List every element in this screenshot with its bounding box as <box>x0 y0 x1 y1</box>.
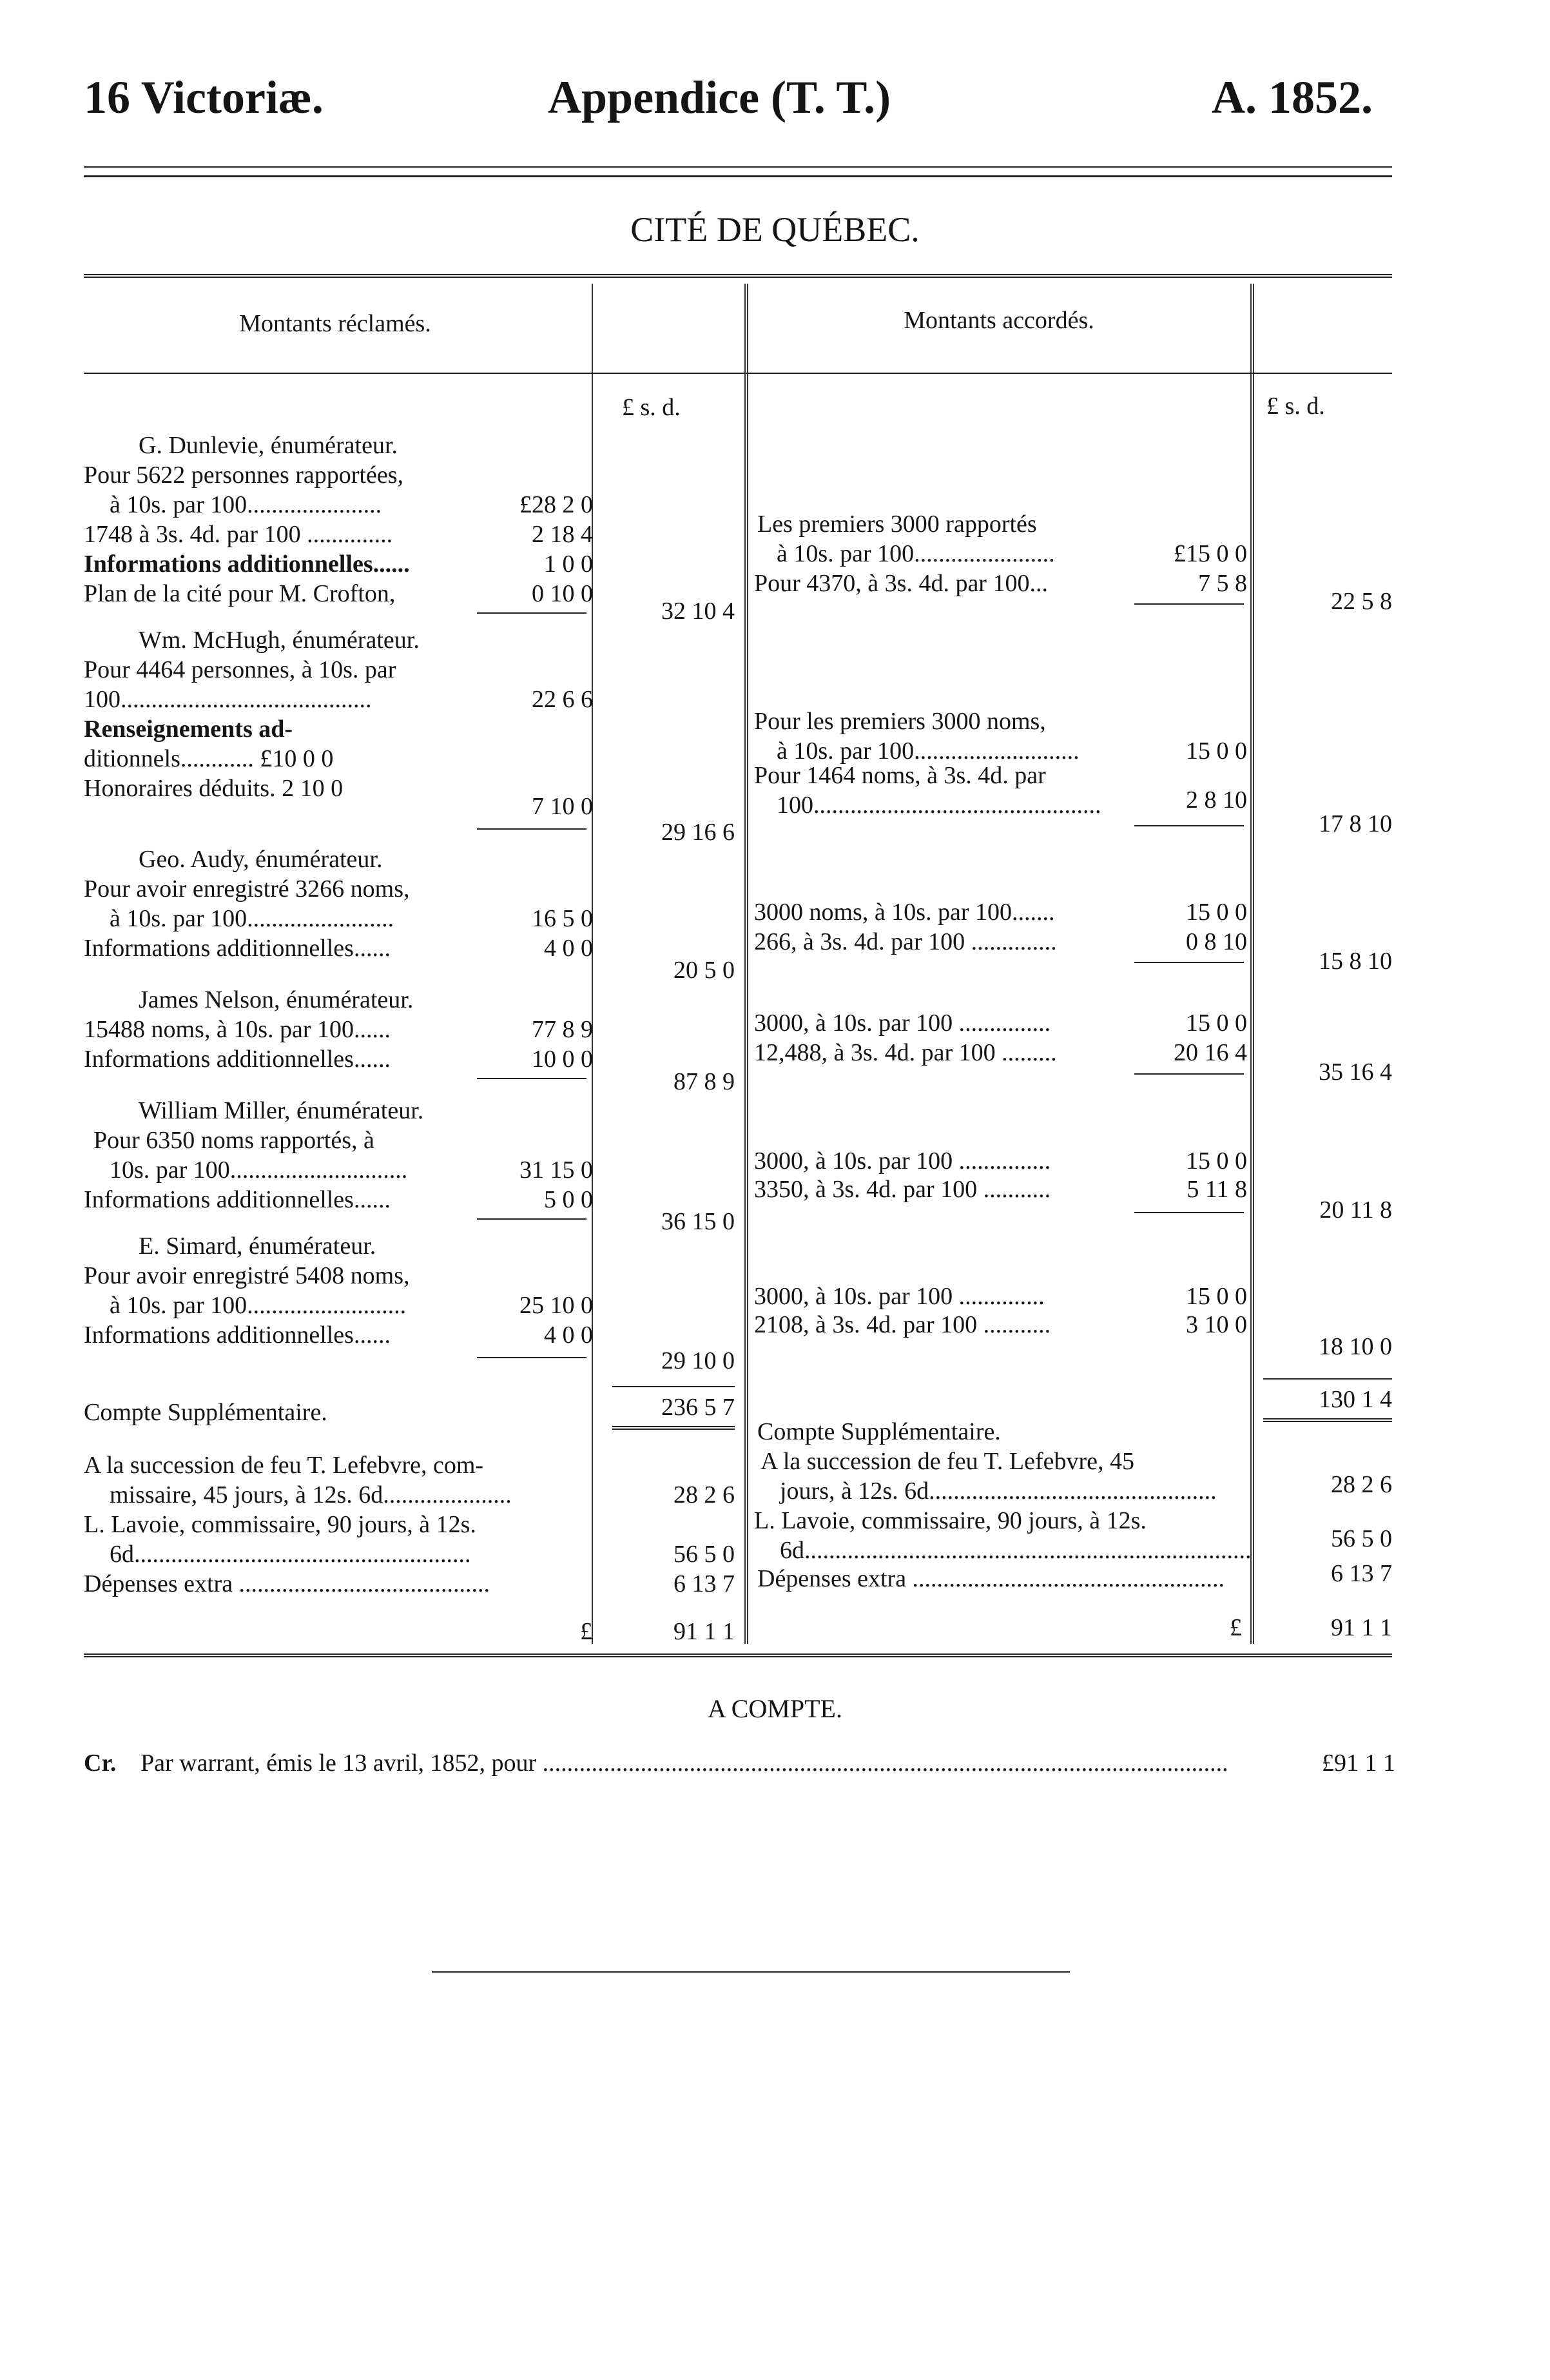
granted-audy-total: 15 8 10 <box>1319 948 1392 975</box>
sep-middle <box>744 284 748 1644</box>
claimed-dunlevie-total: 32 10 4 <box>661 598 735 625</box>
granted-simard-line1: 3000, à 10s. par 100 .............. <box>754 1283 1045 1310</box>
table-bottom-rule <box>84 1653 1392 1657</box>
claimed-nelson-line1: 15488 noms, à 10s. par 100...... <box>84 1016 391 1043</box>
granted-supp1-a: A la succession de feu T. Lefebvre, 45 <box>760 1448 1135 1475</box>
page-title: CITÉ DE QUÉBEC. <box>630 210 920 249</box>
header-year: A. 1852. <box>1212 72 1373 123</box>
claimed-simard-value2: 25 10 0 <box>519 1292 593 1319</box>
claimed-dunlevie-line5: Plan de la cité pour M. Crofton, <box>84 580 396 607</box>
granted-nelson-value2: 20 16 4 <box>1174 1039 1247 1066</box>
granted-mchugh-value2: 15 0 0 <box>1186 737 1247 765</box>
granted-grand-rule <box>1263 1378 1392 1380</box>
claimed-mchugh-line3: Renseignements ad- <box>84 716 293 743</box>
claimed-miller-rule <box>477 1218 586 1220</box>
granted-nelson-value1: 15 0 0 <box>1186 1010 1247 1037</box>
granted-nelson-total: 35 16 4 <box>1319 1058 1392 1086</box>
granted-audy-rule <box>1134 962 1244 963</box>
account-amount: £91 1 1 <box>1322 1750 1395 1777</box>
granted-supp2-a: L. Lavoie, commissaire, 90 jours, à 12s. <box>754 1507 1147 1534</box>
claimed-grand-double-rule <box>612 1426 735 1430</box>
granted-mchugh-total: 17 8 10 <box>1319 810 1392 837</box>
currency-head-granted: £ s. d. <box>1266 393 1325 420</box>
end-rule <box>432 1971 1070 1973</box>
granted-dunlevie-rule <box>1134 603 1244 605</box>
claimed-miller-line1: Pour 6350 noms rapportés, à <box>93 1127 374 1154</box>
granted-dunlevie-total: 22 5 8 <box>1331 588 1392 615</box>
claimed-audy-value2: 16 5 0 <box>532 905 593 932</box>
granted-mchugh-line1: Pour les premiers 3000 noms, <box>754 708 1046 735</box>
granted-audy-line1: 3000 noms, à 10s. par 100....... <box>754 899 1055 926</box>
claimed-supp2-a: L. Lavoie, commissaire, 90 jours, à 12s. <box>84 1511 476 1538</box>
granted-dunlevie-value3: 7 5 8 <box>1198 570 1247 597</box>
granted-supp1-b: jours, à 12s. 6d............................................... <box>780 1478 1217 1505</box>
granted-miller-line1: 3000, à 10s. par 100 ............... <box>754 1147 1051 1175</box>
claimed-dunlevie-name: G. Dunlevie, énumérateur. <box>139 432 398 459</box>
claimed-audy-total: 20 5 0 <box>673 957 735 984</box>
claimed-dunlevie-value5: 0 10 0 <box>532 580 593 607</box>
granted-supp3: Dépenses extra ................................................... <box>757 1565 1225 1592</box>
granted-mchugh-value4: 2 8 10 <box>1186 786 1247 814</box>
header-rule <box>84 166 1392 168</box>
granted-dunlevie-line3: Pour 4370, à 3s. 4d. par 100... <box>754 570 1048 597</box>
claimed-mchugh-line2: 100......................................... <box>84 686 372 713</box>
claimed-simard-line1: Pour avoir enregistré 5408 noms, <box>84 1262 410 1289</box>
granted-mchugh-rule <box>1134 825 1244 826</box>
claimed-mchugh-line1: Pour 4464 personnes, à 10s. par <box>84 656 396 683</box>
granted-grand-total: 130 1 4 <box>1319 1386 1392 1413</box>
claimed-supp2-value: 56 5 0 <box>673 1541 735 1568</box>
claimed-audy-value3: 4 0 0 <box>544 935 593 962</box>
claimed-nelson-value1: 77 8 9 <box>532 1016 593 1043</box>
claimed-audy-line1: Pour avoir enregistré 3266 noms, <box>84 875 410 902</box>
claimed-supp1-b: missaire, 45 jours, à 12s. 6d..................... <box>110 1481 512 1508</box>
granted-miller-line2: 3350, à 3s. 4d. par 100 ........... <box>754 1176 1051 1203</box>
granted-dunlevie-line1: Les premiers 3000 rapportés <box>757 511 1037 538</box>
claimed-dunlevie-line1: Pour 5622 personnes rapportées, <box>84 462 404 489</box>
claimed-simard-line2: à 10s. par 100.......................... <box>110 1292 407 1319</box>
granted-simard-value2: 3 10 0 <box>1186 1311 1247 1338</box>
granted-audy-value2: 0 8 10 <box>1186 928 1247 955</box>
header-appendix: Appendice (T. T.) <box>548 72 891 123</box>
claimed-mchugh-line5: Honoraires déduits. 2 10 0 <box>84 775 344 802</box>
granted-simard-value1: 15 0 0 <box>1186 1283 1247 1310</box>
granted-dunlevie-line2: à 10s. par 100....................... <box>777 540 1055 567</box>
granted-supp-total-sign: £ <box>1230 1614 1242 1641</box>
claimed-dunlevie-value3: 2 18 4 <box>532 521 593 548</box>
claimed-audy-name: Geo. Audy, énumérateur. <box>139 846 383 873</box>
claimed-supp-total-sign: £ <box>580 1618 592 1645</box>
claimed-miller-line2: 10s. par 100............................. <box>110 1156 408 1184</box>
claimed-grand-total: 236 5 7 <box>661 1394 735 1421</box>
claimed-miller-line3: Informations additionnelles...... <box>84 1186 391 1213</box>
claimed-supp1-value: 28 2 6 <box>673 1481 735 1508</box>
currency-head-claimed: £ s. d. <box>622 394 681 421</box>
claimed-mchugh-line4: ditionnels............ £10 0 0 <box>84 745 334 772</box>
granted-audy-line2: 266, à 3s. 4d. par 100 .............. <box>754 928 1057 955</box>
header-volume: 16 Victoriæ. <box>84 72 324 123</box>
claimed-simard-total: 29 10 0 <box>661 1347 735 1374</box>
granted-dunlevie-value2: £15 0 0 <box>1174 540 1247 567</box>
claimed-dunlevie-rule <box>477 612 586 614</box>
claimed-audy-line2: à 10s. par 100........................ <box>110 905 394 932</box>
claimed-simard-line3: Informations additionnelles...... <box>84 1322 391 1349</box>
claimed-grand-rule <box>612 1386 735 1387</box>
granted-simard-line2: 2108, à 3s. 4d. par 100 ........... <box>754 1311 1051 1338</box>
claimed-miller-value2: 31 15 0 <box>519 1156 593 1184</box>
granted-supp2-b: 6d......................................................................... <box>780 1537 1252 1564</box>
claimed-miller-value3: 5 0 0 <box>544 1186 593 1213</box>
granted-mchugh-line2: à 10s. par 100........................... <box>777 737 1080 765</box>
account-text: Par warrant, émis le 13 avril, 1852, pour ................................................................................................................ <box>140 1750 1228 1777</box>
claimed-simard-name: E. Simard, énumérateur. <box>139 1233 376 1260</box>
granted-miller-value1: 15 0 0 <box>1186 1147 1247 1175</box>
granted-grand-double-rule <box>1263 1418 1392 1422</box>
granted-simard-total: 18 10 0 <box>1319 1333 1392 1360</box>
granted-mchugh-line3: Pour 1464 noms, à 3s. 4d. par <box>754 762 1046 789</box>
sep-granted-sum <box>1250 284 1254 1644</box>
granted-audy-value1: 15 0 0 <box>1186 899 1247 926</box>
granted-miller-total: 20 11 8 <box>1319 1196 1392 1224</box>
claimed-supp3-value: 6 13 7 <box>673 1570 735 1597</box>
col-head-granted: Montants accordés. <box>904 307 1094 334</box>
claimed-supp3: Dépenses extra ......................................... <box>84 1570 490 1597</box>
claimed-mchugh-value2: 22 6 6 <box>532 686 593 713</box>
claimed-simard-rule <box>477 1357 586 1358</box>
claimed-dunlevie-value2: £28 2 0 <box>519 491 593 518</box>
claimed-nelson-total: 87 8 9 <box>673 1068 735 1095</box>
granted-supp3-value: 6 13 7 <box>1331 1560 1392 1587</box>
granted-supp-total: 91 1 1 <box>1331 1614 1392 1641</box>
sep-claimed-sum <box>592 284 593 1644</box>
claimed-supp2-b: 6d....................................................... <box>110 1541 471 1568</box>
granted-supp1-value: 28 2 6 <box>1331 1471 1392 1498</box>
claimed-nelson-value2: 10 0 0 <box>532 1046 593 1073</box>
granted-nelson-line1: 3000, à 10s. par 100 ............... <box>754 1010 1051 1037</box>
claimed-dunlevie-line4: Informations additionnelles...... <box>84 551 410 578</box>
claimed-mchugh-name: Wm. McHugh, énumérateur. <box>139 627 420 654</box>
claimed-audy-line3: Informations additionnelles...... <box>84 935 391 962</box>
claimed-nelson-line2: Informations additionnelles...... <box>84 1046 391 1073</box>
granted-supp-title: Compte Supplémentaire. <box>757 1418 1001 1445</box>
claimed-supp1-a: A la succession de feu T. Lefebvre, com- <box>84 1452 484 1479</box>
claimed-supp-title: Compte Supplémentaire. <box>84 1399 327 1426</box>
claimed-miller-total: 36 15 0 <box>661 1208 735 1235</box>
granted-miller-value2: 5 11 8 <box>1187 1176 1247 1203</box>
claimed-dunlevie-line2: à 10s. par 100...................... <box>110 491 382 518</box>
claimed-simard-value3: 4 0 0 <box>544 1322 593 1349</box>
claimed-nelson-name: James Nelson, énumérateur. <box>139 986 414 1013</box>
claimed-dunlevie-line3: 1748 à 3s. 4d. par 100 .............. <box>84 521 393 548</box>
account-cr: Cr. <box>84 1750 117 1777</box>
granted-mchugh-line4: 100............................................... <box>777 792 1101 819</box>
col-head-claimed: Montants réclamés. <box>239 310 431 337</box>
granted-supp2-value: 56 5 0 <box>1331 1525 1392 1552</box>
header-rule-2 <box>84 175 1392 177</box>
table-head-rule <box>84 373 1392 374</box>
granted-nelson-line2: 12,488, à 3s. 4d. par 100 ......... <box>754 1039 1057 1066</box>
granted-miller-rule <box>1134 1212 1244 1213</box>
table-top-rule <box>84 274 1392 278</box>
claimed-mchugh-value5: 7 10 0 <box>532 793 593 820</box>
claimed-nelson-rule <box>477 1078 586 1079</box>
granted-nelson-rule <box>1134 1073 1244 1075</box>
claimed-dunlevie-value4: 1 0 0 <box>544 551 593 578</box>
account-heading: A COMPTE. <box>708 1694 842 1723</box>
claimed-miller-name: William Miller, énumérateur. <box>139 1097 424 1124</box>
claimed-mchugh-total: 29 16 6 <box>661 819 735 846</box>
claimed-mchugh-rule <box>477 828 586 830</box>
claimed-supp-total: 91 1 1 <box>673 1618 735 1645</box>
